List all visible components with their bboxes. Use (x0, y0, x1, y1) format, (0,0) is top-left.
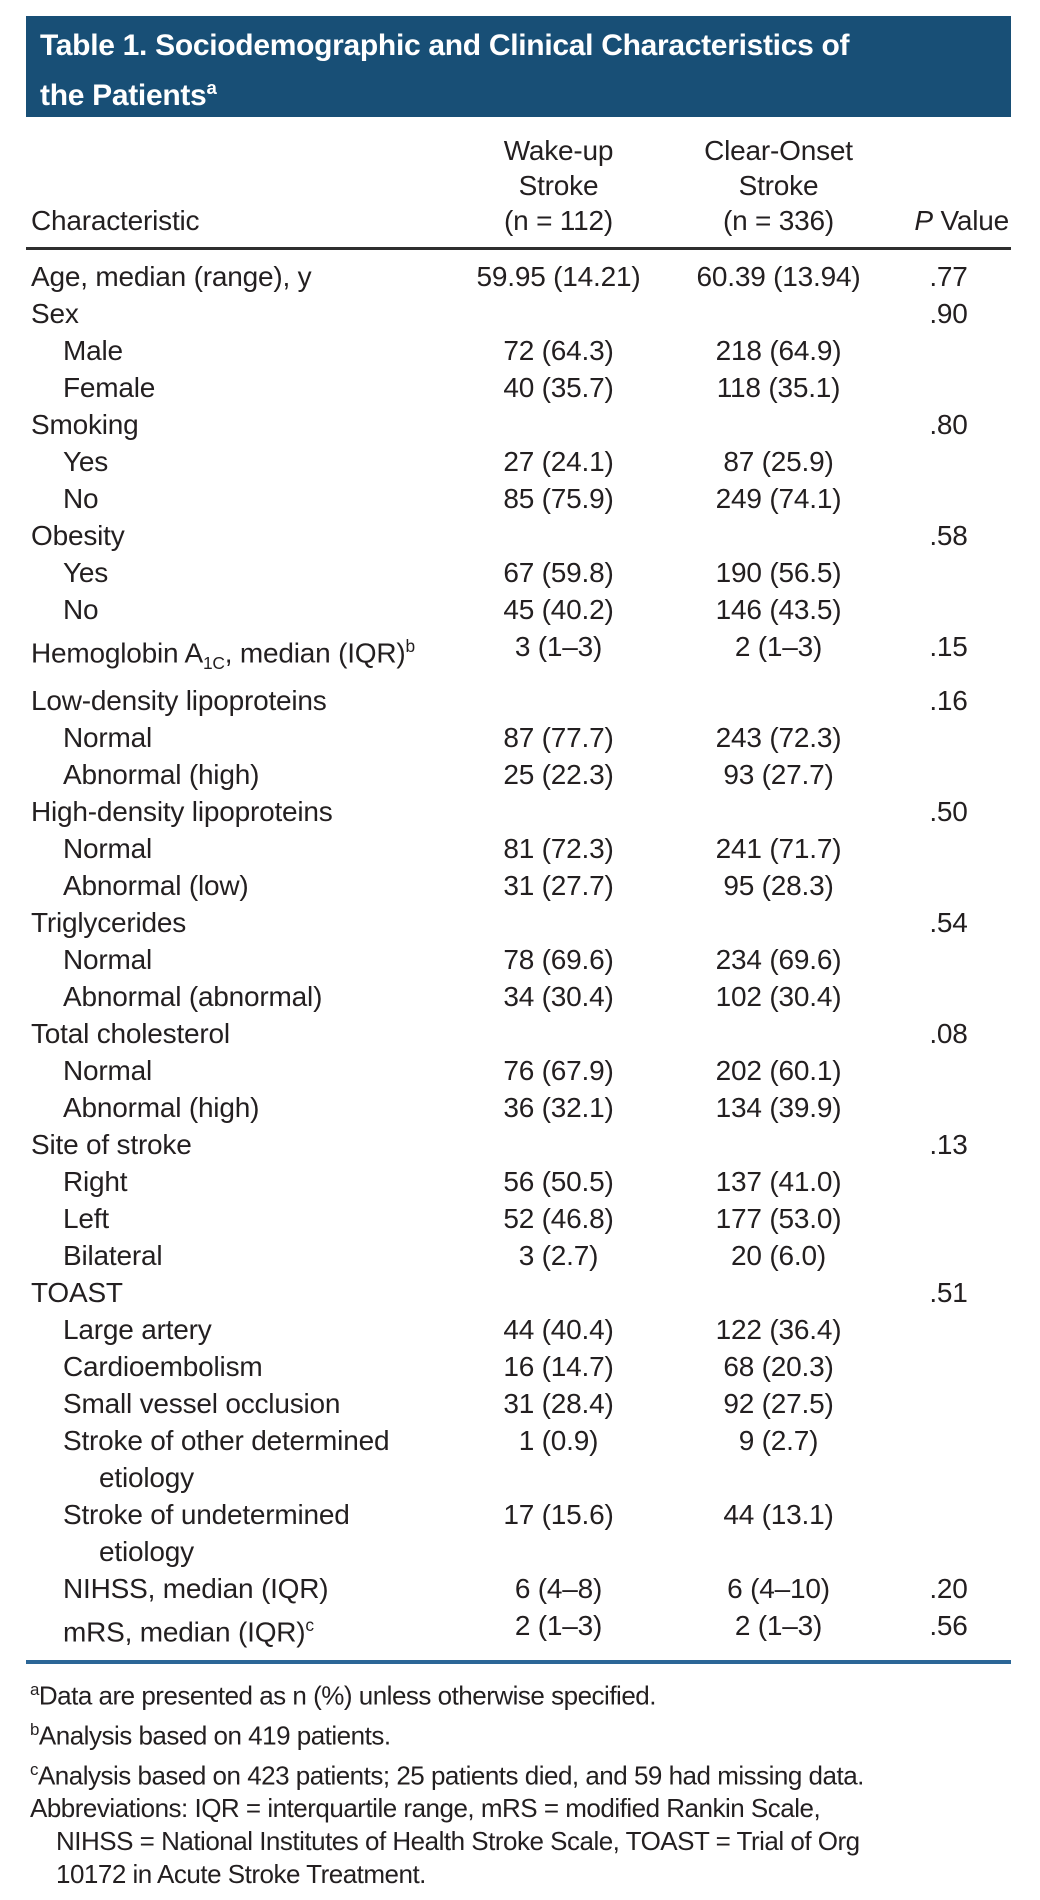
row-label: High-density lipoproteins (31, 795, 333, 827)
row-label: Abnormal (abnormal) (63, 980, 323, 1012)
col-header-wakeup-line2: Stroke (518, 170, 599, 201)
clear-onset-stroke-value: 146 (43.5) (715, 594, 842, 625)
table-title-text: Table 1. Sociodemographic and Clinical Characteristics of the Patients (40, 29, 850, 112)
wake-up-stroke-value: 3 (1–3) (514, 631, 603, 662)
footnote: Abbreviations: IQR = interquartile range, mRS = modified Rankin Scale, NIHSS = National Institutes of Health Stroke Scale, TOAST = Trial of Org 10172 in Acute Stroke Treatment. (30, 1793, 860, 1890)
row-label: Yes (63, 557, 109, 588)
table-row (26, 628, 1011, 682)
table-row (26, 554, 1011, 591)
row-label: Site of stroke (31, 1128, 192, 1160)
clear-onset-stroke-value: 218 (64.9) (715, 335, 842, 366)
table-row (26, 406, 1011, 443)
p-value: .08 (929, 1017, 968, 1049)
row-label: Stroke of undetermined etiology (63, 1498, 350, 1567)
clear-onset-stroke-value: 190 (56.5) (715, 557, 842, 588)
row-label: Right (63, 1165, 128, 1197)
clear-onset-stroke-value: 93 (27.7) (723, 758, 834, 790)
table-row (26, 591, 1011, 628)
row-label: Abnormal (high) (63, 1091, 260, 1123)
row-label: Normal (63, 943, 153, 975)
table-row (26, 904, 1011, 941)
table-row (26, 1274, 1011, 1311)
table-row (26, 369, 1011, 406)
table-title-superscript: a (206, 77, 217, 98)
table-row (26, 517, 1011, 554)
table-row (26, 867, 1011, 904)
table-row (26, 1163, 1011, 1200)
clear-onset-stroke-value: 60.39 (13.94) (696, 261, 861, 292)
table-row (26, 443, 1011, 480)
table-row (26, 1015, 1011, 1052)
row-label: No (63, 594, 99, 625)
table-title (40, 25, 997, 117)
p-value: .50 (929, 795, 968, 827)
wake-up-stroke-value: 52 (46.8) (503, 1202, 614, 1234)
table-title-banner (26, 16, 1011, 117)
row-label: Large artery (63, 1313, 212, 1345)
wake-up-stroke-value: 31 (28.4) (503, 1387, 614, 1419)
table-row (26, 1496, 1011, 1570)
footnotes (26, 1664, 1011, 1900)
table-row (26, 332, 1011, 369)
p-value: .80 (929, 409, 968, 440)
row-label: Total cholesterol (31, 1017, 230, 1049)
clear-onset-stroke-value: 241 (71.7) (715, 832, 842, 864)
wake-up-stroke-value: 3 (2.7) (518, 1239, 599, 1271)
row-label: Normal (63, 832, 153, 864)
col-header-p-value (886, 203, 1011, 238)
clear-onset-stroke-value: 20 (6.0) (731, 1239, 826, 1271)
table-body (26, 250, 1011, 1660)
row-label: Smoking (31, 409, 139, 440)
table-row (26, 258, 1011, 295)
wake-up-stroke-value: 25 (22.3) (503, 758, 614, 790)
row-label: Yes (63, 446, 109, 477)
wake-up-stroke-value: 27 (24.1) (503, 446, 614, 477)
wake-up-stroke-value: 16 (14.7) (503, 1350, 614, 1382)
row-label: Male (63, 335, 123, 366)
row-label: Normal (63, 721, 153, 753)
table-row (26, 1348, 1011, 1385)
wake-up-stroke-value: 6 (4–8) (514, 1572, 603, 1604)
table-row (26, 978, 1011, 1015)
col-header-wakeup-stroke (446, 133, 671, 238)
row-label: No (63, 483, 99, 514)
p-value: .13 (929, 1128, 968, 1160)
clear-onset-stroke-value: 9 (2.7) (738, 1424, 819, 1456)
row-label: mRS, median (IQR)$^c$ (63, 1614, 314, 1648)
wake-up-stroke-value: 56 (50.5) (503, 1165, 614, 1197)
clear-onset-stroke-value: 87 (25.9) (723, 446, 834, 477)
table-row (26, 793, 1011, 830)
p-value-italic-p: P (914, 205, 933, 236)
wake-up-stroke-value: 72 (64.3) (503, 335, 614, 366)
table-row (26, 1089, 1011, 1126)
clear-onset-stroke-value: 177 (53.0) (715, 1202, 842, 1234)
footnote: $^b$Analysis based on 419 patients. (30, 1719, 391, 1751)
table-row (26, 1311, 1011, 1348)
row-label: Hemoglobin $A_{1C}$, median (IQR)$^b$ (31, 636, 416, 673)
table-row (26, 1385, 1011, 1422)
table-row (26, 1422, 1011, 1496)
clear-onset-stroke-value: 249 (74.1) (715, 483, 842, 514)
wake-up-stroke-value: 2 (1–3) (514, 1609, 603, 1641)
col-header-wakeup-line1: Wake-up (503, 135, 614, 166)
table-row (26, 830, 1011, 867)
row-label: Normal (63, 1054, 153, 1086)
col-header-clear-onset-line2: Stroke (738, 170, 819, 201)
p-value-rest: Value (932, 205, 1009, 236)
row-label: Triglycerides (31, 906, 187, 938)
wake-up-stroke-value: 78 (69.6) (503, 943, 614, 975)
p-value: .20 (929, 1572, 968, 1604)
row-label: Obesity (31, 520, 125, 551)
wake-up-stroke-value: 85 (75.9) (503, 483, 614, 514)
clear-onset-stroke-value: 44 (13.1) (723, 1498, 834, 1530)
row-label: TOAST (31, 1276, 123, 1308)
p-value: .56 (929, 1609, 968, 1641)
col-header-characteristic: Characteristic (31, 205, 200, 236)
p-value: .16 (929, 684, 968, 716)
row-label: Age, median (range), y (31, 261, 312, 292)
wake-up-stroke-value: 81 (72.3) (503, 832, 614, 864)
footnote: $^c$Analysis based on 423 patients; 25 patients died, and 59 had missing data. (30, 1759, 864, 1791)
wake-up-stroke-value: 87 (77.7) (503, 721, 614, 753)
table-row (26, 1126, 1011, 1163)
row-label: Cardioembolism (63, 1350, 263, 1382)
row-label: Bilateral (63, 1239, 163, 1271)
table-row (26, 1200, 1011, 1237)
p-value: .54 (929, 906, 968, 938)
footnote: $^a$Data are presented as n (%) unless otherwise specified. (30, 1680, 656, 1711)
clear-onset-stroke-value: 137 (41.0) (715, 1165, 842, 1197)
table-row (26, 1237, 1011, 1274)
clear-onset-stroke-value: 202 (60.1) (715, 1054, 842, 1086)
table-row (26, 682, 1011, 719)
col-header-clear-onset-line1: Clear-Onset (704, 135, 853, 166)
col-header-clear-onset-line3: (n = 336) (722, 205, 835, 236)
wake-up-stroke-value: 40 (35.7) (503, 372, 614, 403)
row-label: Abnormal (low) (63, 869, 249, 901)
col-header-clear-onset-stroke (671, 133, 886, 238)
wake-up-stroke-value: 31 (27.7) (503, 869, 614, 901)
row-label: Small vessel occlusion (63, 1387, 341, 1419)
p-value: .51 (929, 1276, 968, 1308)
p-value: .58 (929, 520, 968, 551)
table-row (26, 1052, 1011, 1089)
clear-onset-stroke-value: 234 (69.6) (715, 943, 842, 975)
clear-onset-stroke-value: 95 (28.3) (723, 869, 834, 901)
row-label: Low-density lipoproteins (31, 684, 327, 716)
clear-onset-stroke-value: 122 (36.4) (715, 1313, 842, 1345)
clear-onset-stroke-value: 243 (72.3) (715, 721, 842, 753)
wake-up-stroke-value: 76 (67.9) (503, 1054, 614, 1086)
wake-up-stroke-value: 59.95 (14.21) (476, 261, 641, 292)
wake-up-stroke-value: 17 (15.6) (503, 1498, 614, 1530)
table-row (26, 719, 1011, 756)
p-value: .90 (929, 298, 968, 329)
row-label: Stroke of other determined etiology (63, 1424, 390, 1493)
wake-up-stroke-value: 45 (40.2) (503, 594, 614, 625)
row-label: Female (63, 372, 156, 403)
wake-up-stroke-value: 67 (59.8) (503, 557, 614, 588)
wake-up-stroke-value: 36 (32.1) (503, 1091, 614, 1123)
table-row (26, 1607, 1011, 1650)
wake-up-stroke-value: 44 (40.4) (503, 1313, 614, 1345)
table-row (26, 1570, 1011, 1607)
table-row (26, 941, 1011, 978)
clear-onset-stroke-value: 2 (1–3) (734, 631, 823, 662)
table-container (26, 16, 1011, 1900)
clear-onset-stroke-value: 6 (4–10) (727, 1572, 830, 1604)
wake-up-stroke-value: 34 (30.4) (503, 980, 614, 1012)
p-value: .77 (929, 261, 968, 292)
row-label: Abnormal (high) (63, 758, 260, 790)
col-header-wakeup-line3: (n = 112) (504, 205, 613, 236)
clear-onset-stroke-value: 92 (27.5) (723, 1387, 834, 1419)
p-value: .15 (929, 631, 968, 662)
table-column-headers (26, 117, 1011, 247)
row-label: Left (63, 1202, 109, 1234)
clear-onset-stroke-value: 118 (35.1) (716, 372, 841, 403)
row-label: NIHSS, median (IQR) (63, 1572, 329, 1604)
clear-onset-stroke-value: 68 (20.3) (723, 1350, 834, 1382)
row-label: Sex (31, 298, 79, 329)
clear-onset-stroke-value: 134 (39.9) (715, 1091, 842, 1123)
clear-onset-stroke-value: 2 (1–3) (734, 1609, 823, 1641)
wake-up-stroke-value: 1 (0.9) (518, 1424, 599, 1456)
table-row (26, 756, 1011, 793)
clear-onset-stroke-value: 102 (30.4) (715, 980, 842, 1012)
table-row (26, 295, 1011, 332)
table-row (26, 480, 1011, 517)
